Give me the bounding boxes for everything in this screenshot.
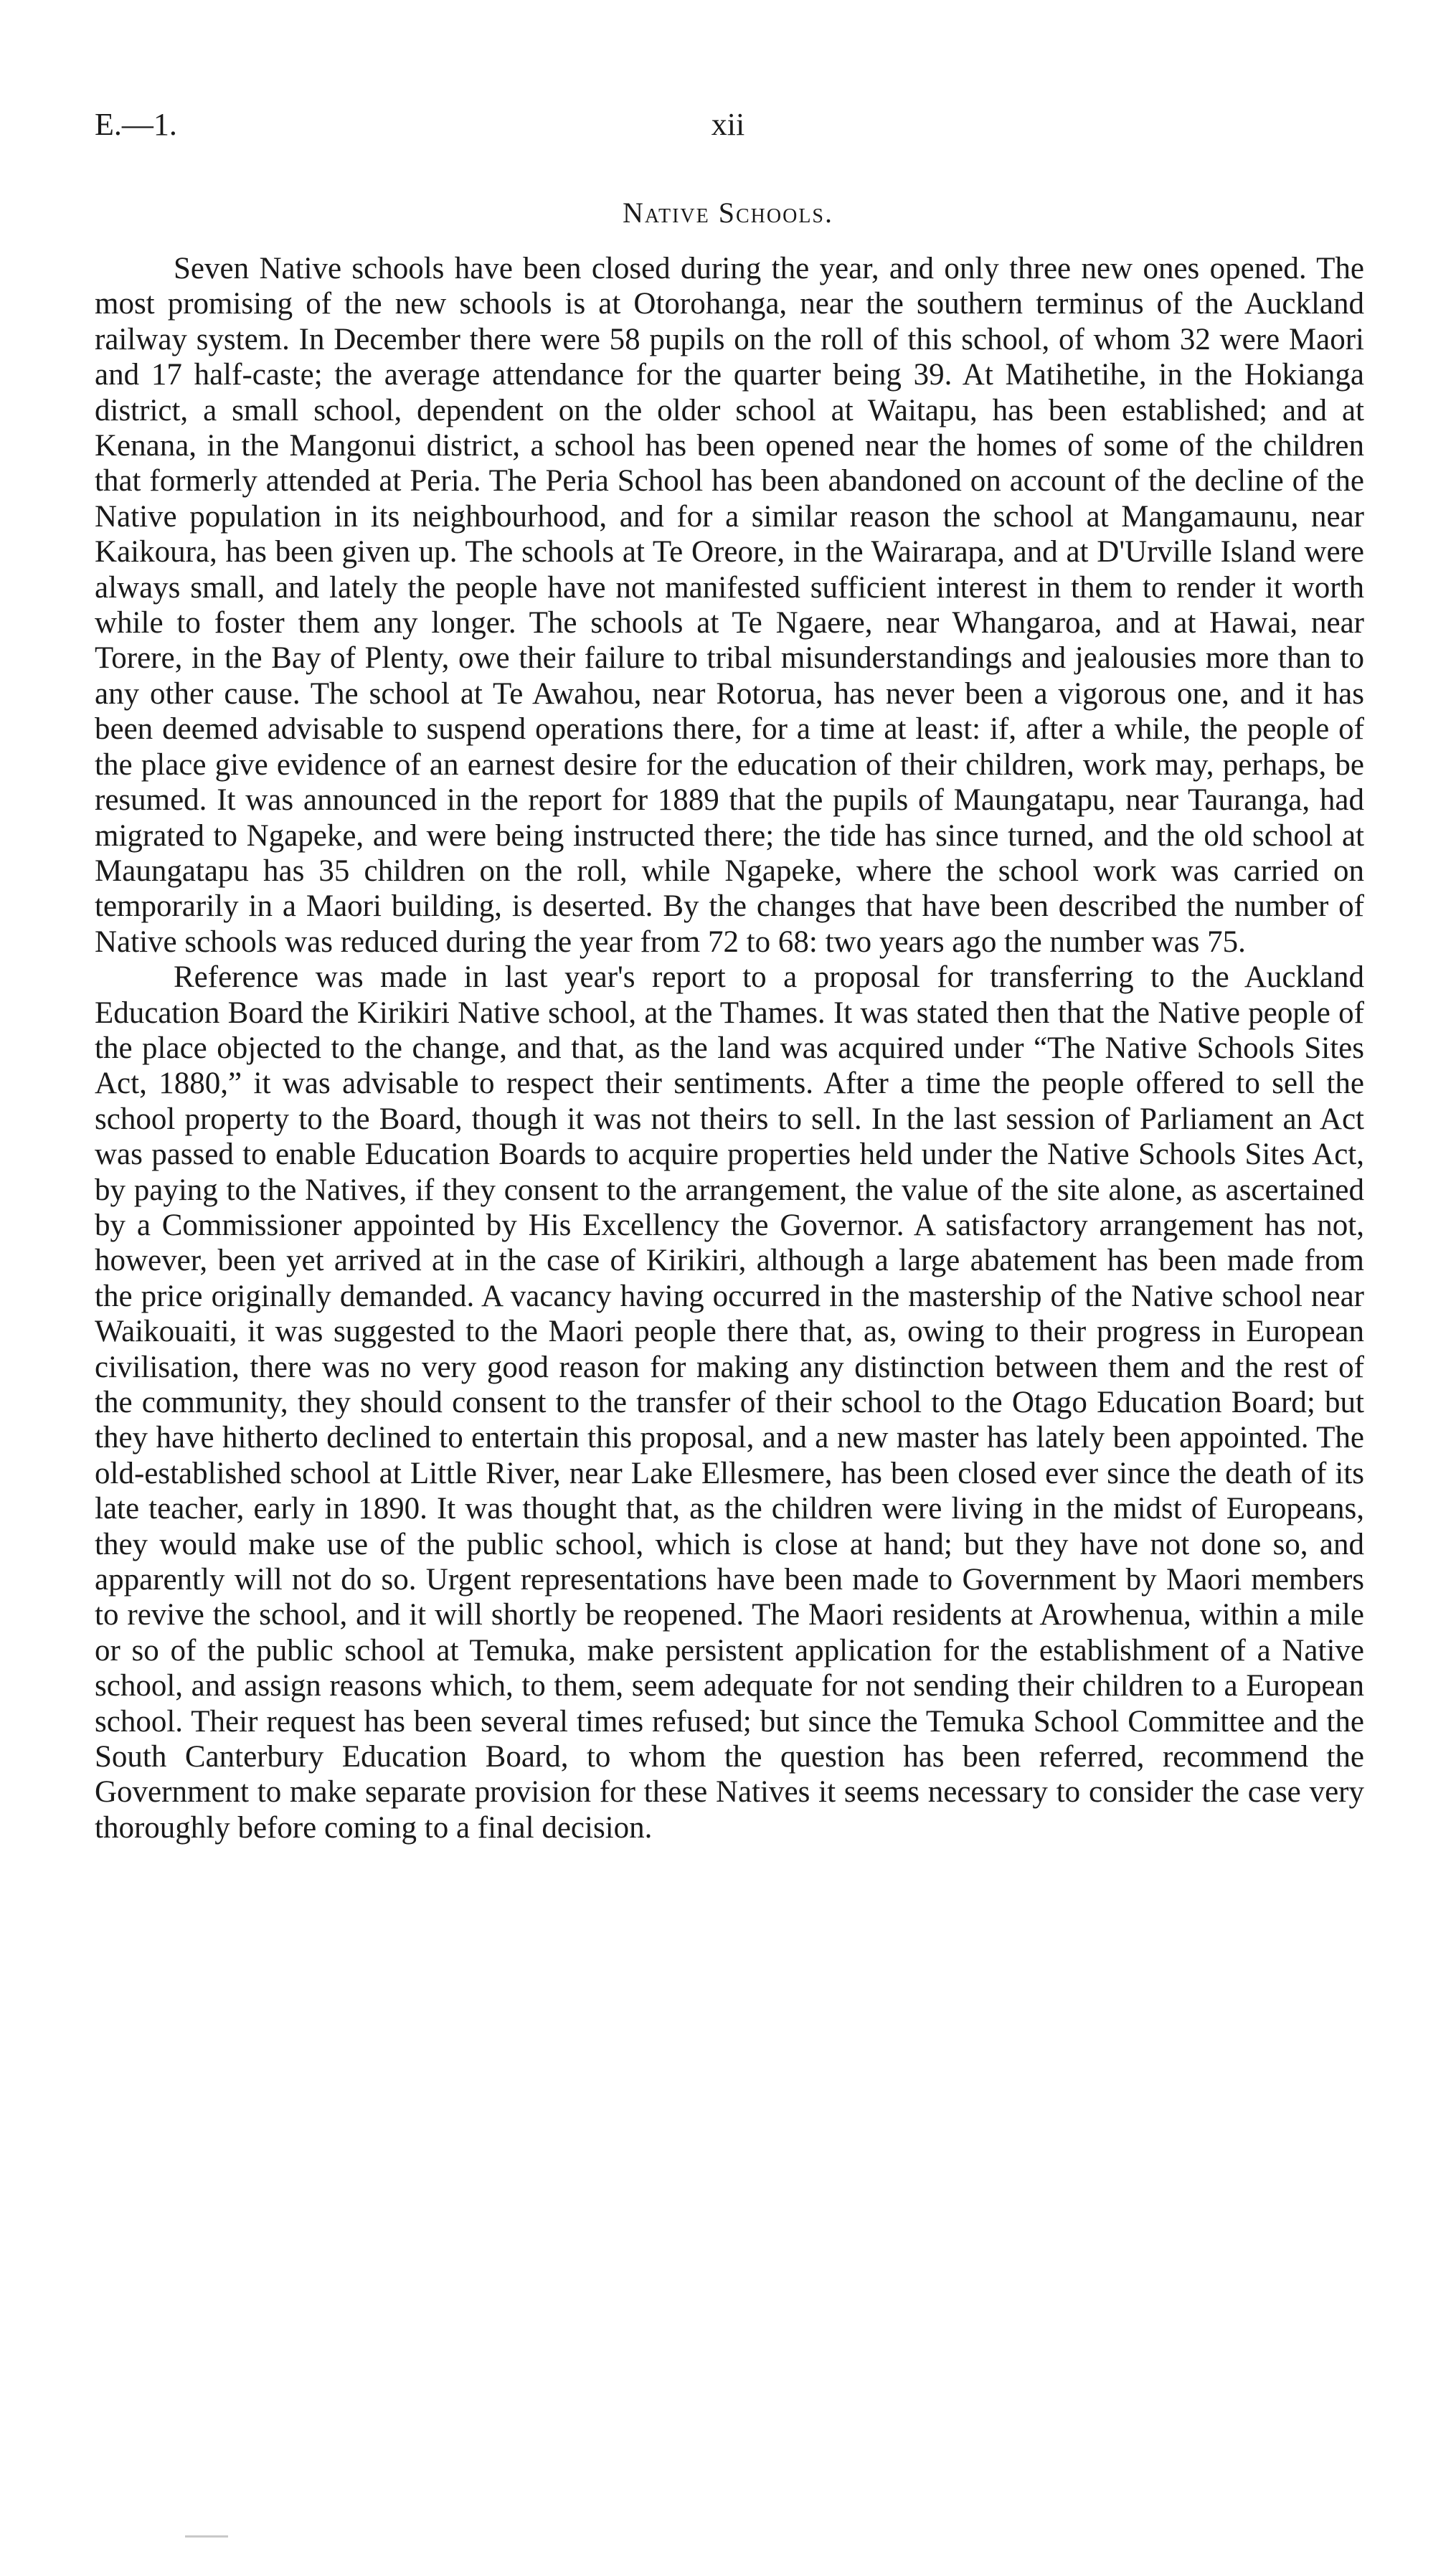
document-reference: E.—1.: [95, 107, 177, 142]
scan-mark: [185, 2535, 228, 2538]
section-title: Native Schools.: [622, 197, 833, 229]
paragraph: Seven Native schools have been closed during the year, and only three new ones opened. The most promising of the new schools is at Otorohanga, near the southern terminus of the Auckland railway system. In December there were 58 pupils on the roll of this school, of whom 32 were Maori and 17 half-caste; the average attendance for the quarter being 39. At Matihetihe, in the Hokianga district, a small school, dependent on the older school at Waitapu, has been established; and at Kenana, in the Mangonui district, a school has been opened near the homes of some of the children that formerly attended at Peria. The Peria School has been abandoned on account of the decline of the Native population in its neighbourhood, and for a similar reason the school at Mangamaunu, near Kaikoura, has been given up. The schools at Te Oreore, in the Wairarapa, and at D'Urville Island were always small, and lately the people have not manifested sufficient interest in them to render it worth while to foster them any longer. The schools at Te Ngaere, near Whangaroa, and at Hawai, near Torere, in the Bay of Plenty, owe their failure to tribal misunderstandings and jealousies more than to any other cause. The school at Te Awahou, near Rotorua, has never been a vigorous one, and it has been deemed advisable to suspend operations there, for a time at least: if, after a while, the people of the place give evidence of an earnest desire for the education of their children, work may, perhaps, be resumed. It was announced in the report for 1889 that the pupils of Maungatapu, near Tauranga, had migrated to Ngapeke, and were being instructed there; the tide has since turned, and the old school at Maungatapu has 35 children on the roll, while Ngapeke, where the school work was carried on temporarily in a Maori building, is deserted. By the changes that have been described the number of Native schools was reduced during the year from 72 to 68: two years ago the number was 75.: [95, 252, 1364, 959]
body-text: [95, 251, 1364, 1845]
paragraph: Reference was made in last year's report to a proposal for transferring to the Auckland Education Board the Kirikiri Native school, at the Thames. It was stated then that the Native people of the place objected to the change, and that, as the land was acquired under “The Native Schools Sites Act, 1880,” it was advisable to respect their sentiments. After a time the people offered to sell the school property to the Board, though it was not theirs to sell. In the last session of Parliament an Act was passed to enable Education Boards to acquire properties held under the Native Schools Sites Act, by paying to the Natives, if they consent to the arrangement, the value of the site alone, as ascertained by a Commissioner appointed by His Excellency the Governor. A satisfactory arrangement has not, however, been yet arrived at in the case of Kirikiri, although a large abatement has been made from the price originally demanded. A vacancy having occurred in the mastership of the Native school near Waikouaiti, it was suggested to the Maori people there that, as, owing to their progress in European civilisation, there was no very good reason for making any distinction between them and the rest of the community, they should consent to the transfer of their school to the Otago Education Board; but they have hitherto declined to entertain this proposal, and a new master has lately been appointed. The old-established school at Little River, near Lake Ellesmere, has been closed ever since the death of its late teacher, early in 1890. It was thought that, as the children were living in the midst of Europeans, they would make use of the public school, which is close at hand; but they have not done so, and apparently will not do so. Urgent representations have been made to Government by Maori members to revive the school, and it will shortly be reopened. The Maori residents at Arowhenua, within a mile or so of the public school at Temuka, make persistent application for the establishment of a Native school, and assign reasons which, to them, seem adequate for not sending their children to a European school. Their request has been several times refused; but since the Temuka School Committee and the South Canterbury Education Board, to whom the question has been referred, recommend the Government to make separate provision for these Natives it seems necessary to consider the case very thoroughly before coming to a final decision.: [95, 960, 1364, 1845]
page-number: xii: [711, 107, 745, 142]
